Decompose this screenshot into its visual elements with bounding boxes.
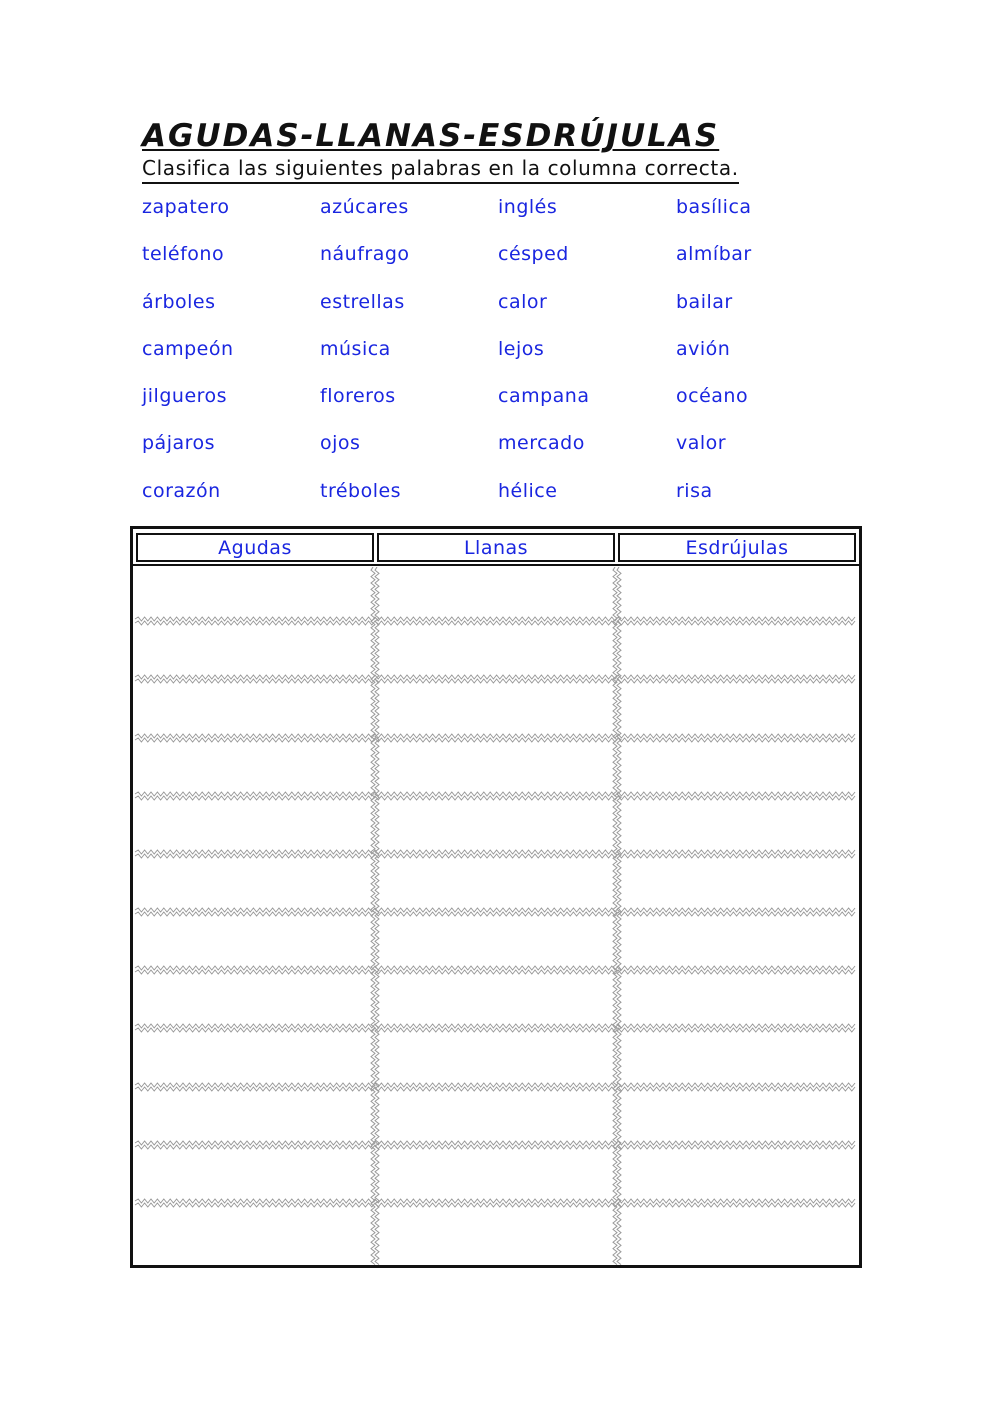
answer-cell[interactable] bbox=[622, 860, 854, 906]
answer-cell[interactable] bbox=[138, 860, 370, 906]
word-bank bbox=[142, 190, 862, 521]
word-item[interactable]: ojos bbox=[320, 432, 361, 455]
answer-cell[interactable] bbox=[138, 918, 370, 964]
row-divider bbox=[135, 908, 855, 912]
answer-cell[interactable] bbox=[380, 1151, 612, 1197]
word-item[interactable]: zapatero bbox=[142, 196, 230, 218]
word-item[interactable]: campana bbox=[498, 385, 590, 408]
column-header-esdrujulas: Esdrújulas bbox=[618, 533, 856, 562]
row-divider bbox=[135, 675, 855, 679]
word-item[interactable]: inglés bbox=[498, 196, 558, 218]
answer-cell[interactable] bbox=[138, 627, 370, 673]
answer-cell[interactable] bbox=[380, 1093, 612, 1139]
table-header bbox=[136, 533, 856, 562]
answer-cell[interactable] bbox=[622, 918, 854, 964]
row-divider bbox=[135, 854, 855, 858]
word-item[interactable]: teléfono bbox=[142, 243, 225, 266]
answer-cell[interactable] bbox=[622, 976, 854, 1022]
answer-cell[interactable] bbox=[622, 1093, 854, 1139]
word-item[interactable]: jilgueros bbox=[142, 385, 228, 408]
word-item[interactable]: océano bbox=[676, 385, 749, 408]
worksheet-title: AGUDAS-LLANAS-ESDRÚJULAS bbox=[142, 118, 720, 154]
row-divider bbox=[135, 1083, 855, 1087]
answer-cell[interactable] bbox=[622, 685, 854, 731]
row-divider bbox=[135, 621, 855, 625]
answer-cell[interactable] bbox=[138, 1034, 370, 1080]
word-item[interactable]: mercado bbox=[498, 432, 585, 455]
row-divider bbox=[135, 738, 855, 742]
row-divider bbox=[135, 792, 855, 796]
row-divider bbox=[135, 1028, 855, 1032]
answer-cell[interactable] bbox=[622, 569, 854, 615]
row-divider bbox=[135, 1024, 855, 1028]
word-item[interactable]: floreros bbox=[320, 385, 396, 408]
row-divider bbox=[135, 966, 855, 970]
classification-table bbox=[130, 526, 862, 1268]
answer-cell[interactable] bbox=[622, 1151, 854, 1197]
answer-cell[interactable] bbox=[380, 744, 612, 790]
answer-cell[interactable] bbox=[138, 976, 370, 1022]
word-item[interactable]: valor bbox=[676, 432, 727, 455]
word-item[interactable]: basílica bbox=[676, 196, 752, 218]
answer-cell[interactable] bbox=[138, 1093, 370, 1139]
column-header-llanas: Llanas bbox=[377, 533, 615, 562]
answer-grid[interactable] bbox=[133, 567, 859, 1265]
worksheet-instruction: Clasifica las siguientes palabras en la columna correcta. bbox=[142, 156, 739, 184]
word-item[interactable]: césped bbox=[498, 243, 569, 266]
word-item[interactable]: hélice bbox=[498, 479, 558, 502]
row-divider bbox=[135, 1145, 855, 1149]
answer-cell[interactable] bbox=[138, 569, 370, 615]
answer-cell[interactable] bbox=[380, 685, 612, 731]
answer-cell[interactable] bbox=[622, 1209, 854, 1255]
answer-cell[interactable] bbox=[138, 744, 370, 790]
answer-cell[interactable] bbox=[380, 569, 612, 615]
word-item[interactable]: calor bbox=[498, 290, 548, 313]
word-item[interactable]: avión bbox=[676, 337, 731, 360]
row-divider bbox=[135, 679, 855, 683]
word-item[interactable]: risa bbox=[676, 479, 713, 502]
answer-cell[interactable] bbox=[138, 685, 370, 731]
row-divider bbox=[135, 970, 855, 974]
row-divider bbox=[135, 912, 855, 916]
row-divider bbox=[135, 617, 855, 621]
column-divider bbox=[617, 567, 621, 1265]
word-item[interactable]: náufrago bbox=[320, 243, 410, 266]
answer-cell[interactable] bbox=[138, 1209, 370, 1255]
answer-cell[interactable] bbox=[380, 802, 612, 848]
answer-cell[interactable] bbox=[380, 627, 612, 673]
word-item[interactable]: tréboles bbox=[320, 479, 402, 502]
word-item[interactable]: música bbox=[320, 337, 391, 360]
answer-cell[interactable] bbox=[380, 918, 612, 964]
row-divider bbox=[135, 1203, 855, 1207]
word-item[interactable]: corazón bbox=[142, 479, 221, 502]
word-item[interactable]: lejos bbox=[498, 337, 545, 360]
answer-cell[interactable] bbox=[380, 976, 612, 1022]
word-item[interactable]: bailar bbox=[676, 290, 733, 313]
word-item[interactable]: árboles bbox=[142, 290, 216, 313]
answer-cell[interactable] bbox=[622, 1034, 854, 1080]
row-divider bbox=[135, 850, 855, 854]
answer-cell[interactable] bbox=[380, 1034, 612, 1080]
row-divider bbox=[135, 1087, 855, 1091]
answer-cell[interactable] bbox=[380, 1209, 612, 1255]
answer-cell[interactable] bbox=[622, 802, 854, 848]
row-divider bbox=[135, 796, 855, 800]
answer-cell[interactable] bbox=[380, 860, 612, 906]
word-item[interactable]: campeón bbox=[142, 337, 234, 360]
word-item[interactable]: pájaros bbox=[142, 432, 216, 455]
answer-cell[interactable] bbox=[138, 802, 370, 848]
answer-cell[interactable] bbox=[138, 1151, 370, 1197]
word-item[interactable]: azúcares bbox=[320, 196, 409, 218]
answer-cell[interactable] bbox=[622, 627, 854, 673]
column-header-agudas: Agudas bbox=[136, 533, 374, 562]
row-divider bbox=[135, 1141, 855, 1145]
row-divider bbox=[135, 1199, 855, 1203]
word-item[interactable]: estrellas bbox=[320, 290, 405, 313]
header-divider bbox=[133, 564, 859, 566]
answer-cell[interactable] bbox=[622, 744, 854, 790]
row-divider bbox=[135, 734, 855, 738]
word-item[interactable]: almíbar bbox=[676, 243, 752, 266]
